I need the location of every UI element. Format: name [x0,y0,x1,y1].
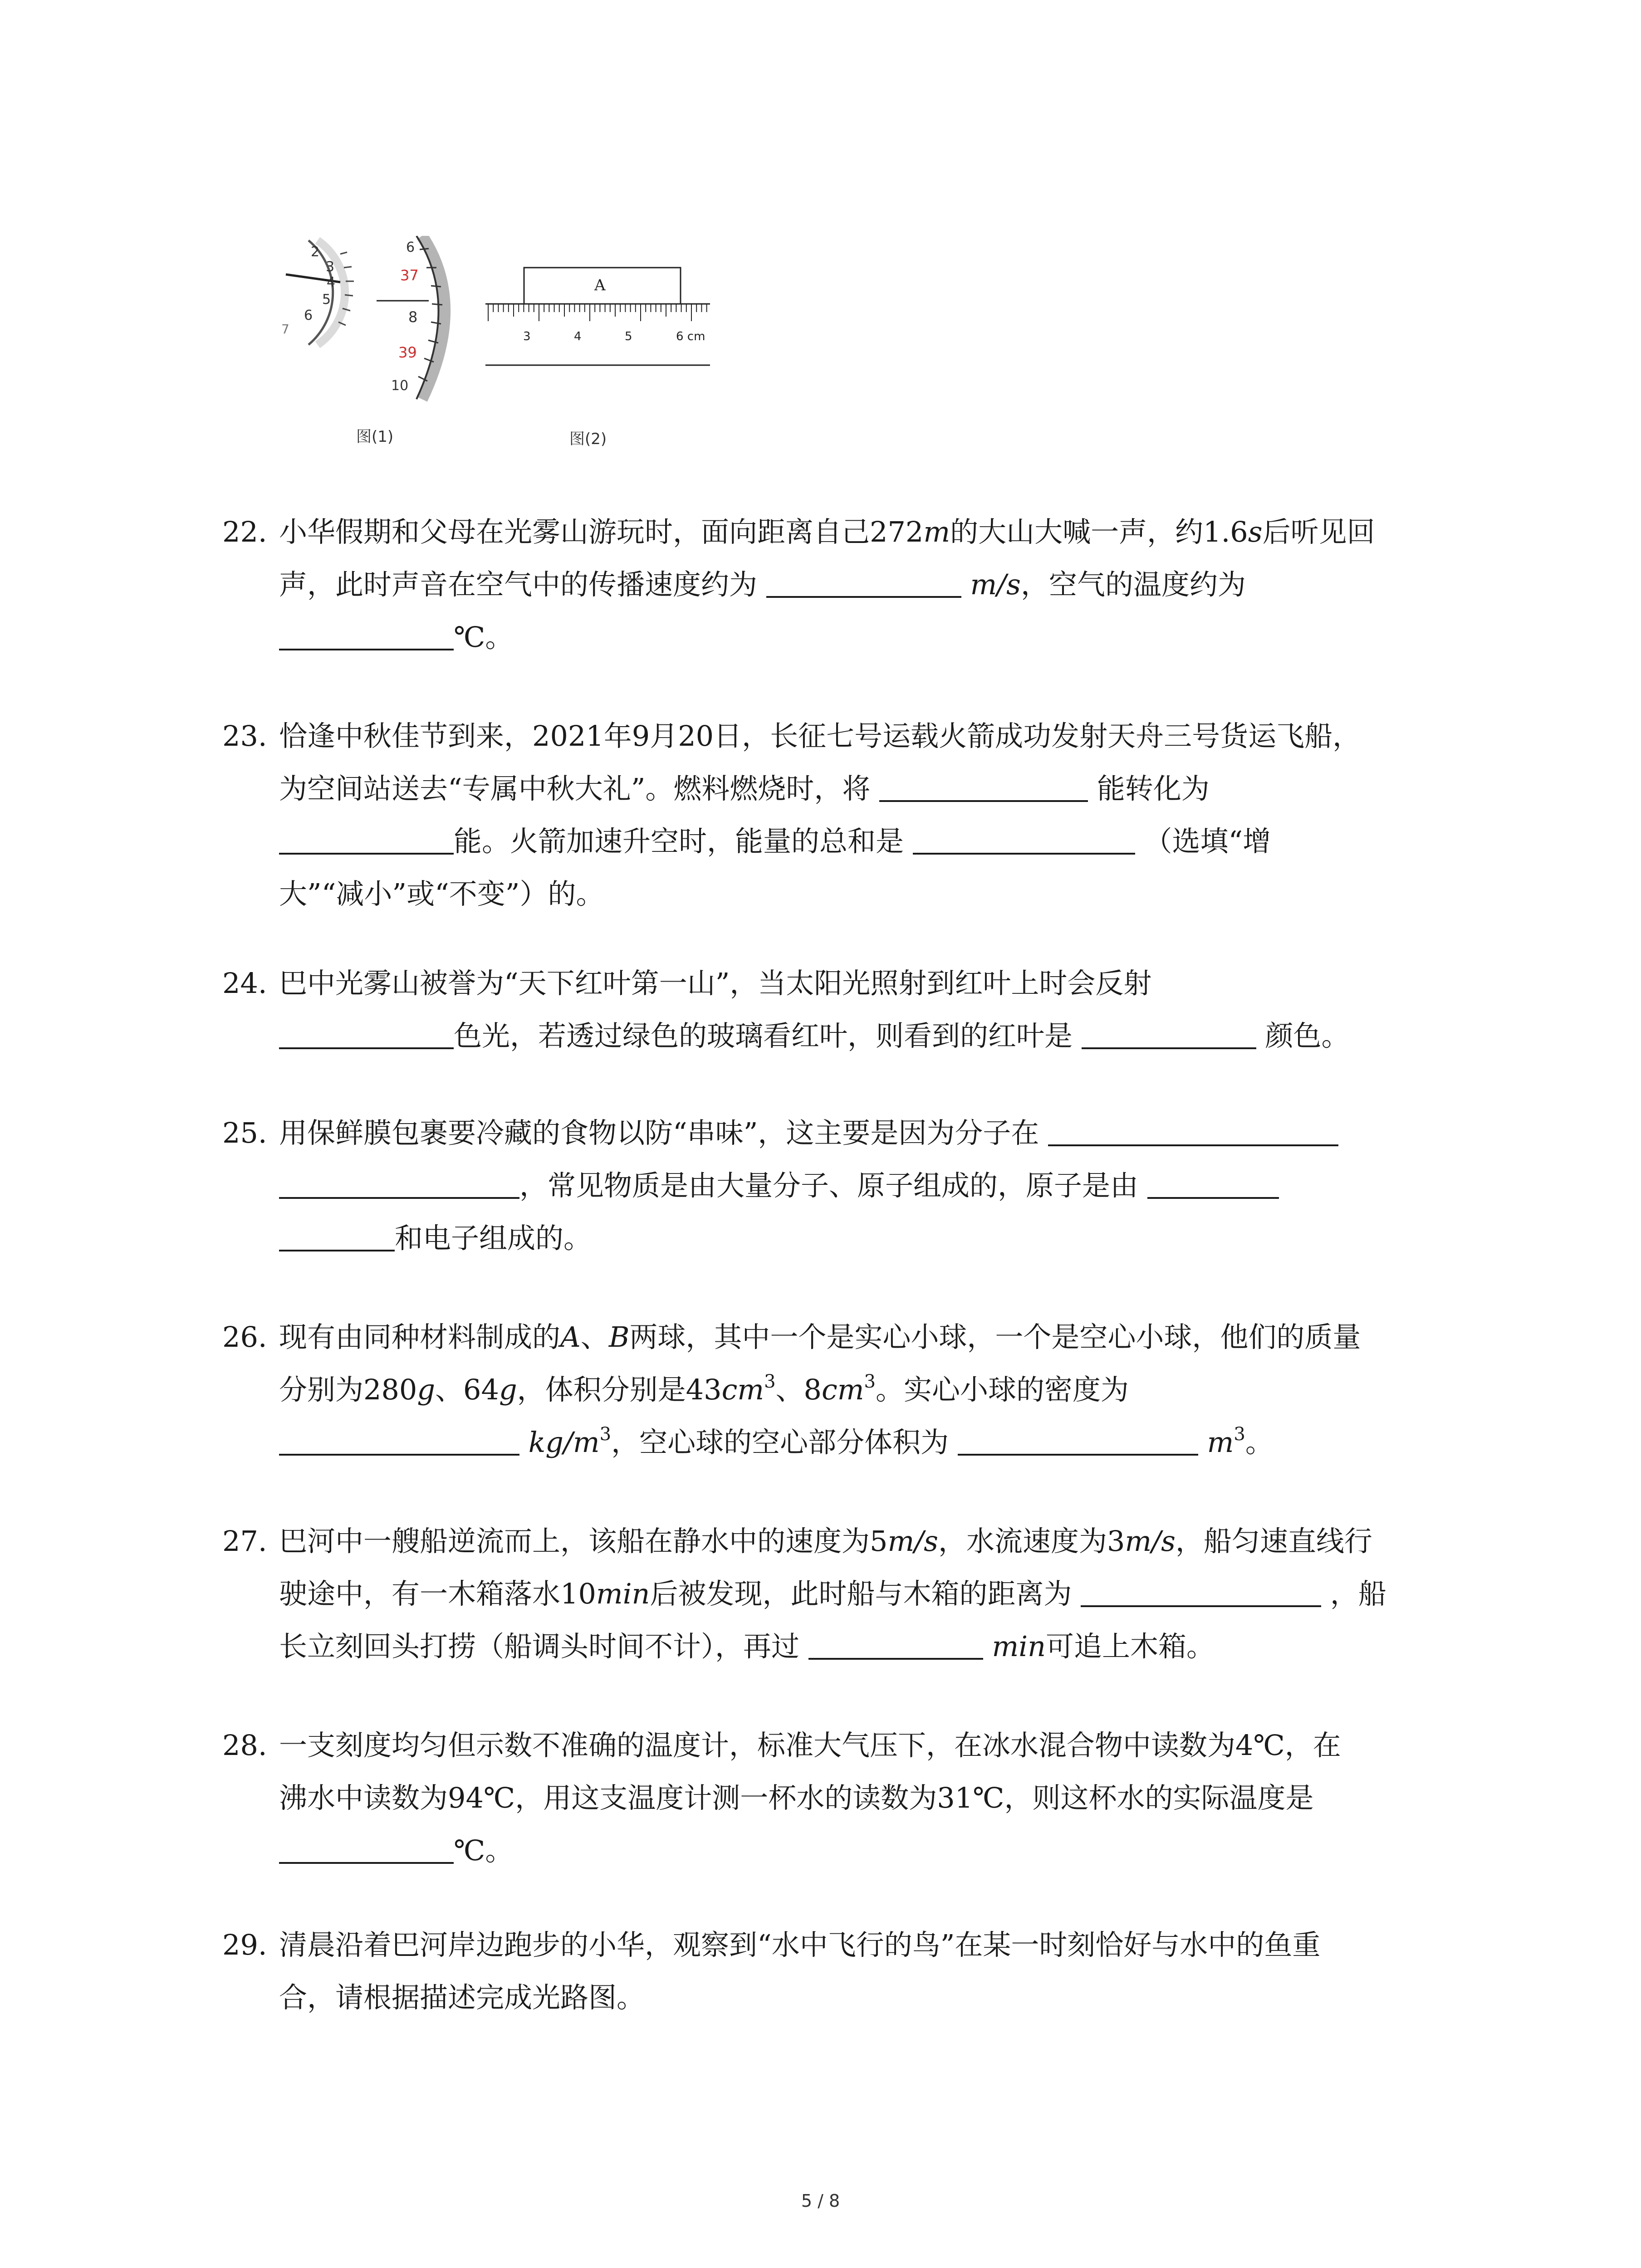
dial-tick-2: 2 [311,244,320,260]
q22-unit-s: s [1248,515,1263,548]
q24-text: 颜色。 [1265,1019,1350,1052]
question-number: 25. [222,1116,267,1149]
q23-text: （选填“增 [1144,825,1271,858]
q26-unit-g: g [417,1373,436,1406]
ruler-label-3: 3 [523,330,531,343]
q27-text: ，船匀速直线行 [1175,1525,1372,1558]
q26-text: 分别为280 [279,1373,417,1406]
dial-tick-5: 5 [322,292,331,308]
dial-gauge [281,240,354,345]
dial-tick-7: 7 [281,322,289,337]
q28-text: 一支刻度均匀但示数不准确的温度计，标准大气压下，在冰水混合物中读数为4℃，在 [279,1729,1341,1762]
q22-text: 后听见回 [1262,515,1375,548]
answer-blank[interactable] [913,821,1135,855]
answer-blank[interactable] [1082,1016,1256,1049]
question-27 [222,1515,1456,1673]
figure-1-caption: 图(1) [356,428,394,446]
q25-text: 和电子组成的。 [395,1222,592,1255]
q26-ball-b: B [608,1320,630,1354]
answer-blank[interactable] [1048,1113,1338,1146]
q26-text: 现有由同种材料制成的 [279,1320,561,1354]
q26-unit-g: g [499,1373,517,1406]
answer-blank[interactable] [279,821,454,855]
answer-blank[interactable] [1081,1574,1321,1607]
scale-label-39: 39 [398,344,417,361]
q22-text: 的大山大喊一声，约1.6 [950,515,1248,548]
q26-text: ，体积分别是43 [517,1373,722,1406]
q26-ball-a: A [560,1320,581,1354]
figure-2-caption: 图(2) [569,430,607,448]
q26-text: 、8 [775,1373,822,1406]
question-number: 22. [222,515,267,548]
ruler-label-4: 4 [574,330,582,343]
q28-text: 沸水中读数为94℃，用这支温度计测一杯水的读数为31℃，则这杯水的实际温度是 [279,1781,1314,1814]
q22-text: 声，此时声音在空气中的传播速度约为 [279,568,758,601]
q27-text: 后被发现，此时船与木箱的距离为 [650,1577,1072,1610]
q23-text: 为空间站送去“专属中秋大礼”。燃料燃烧时，将 [279,772,871,805]
question-24 [222,957,1456,1062]
question-number: 26. [222,1320,267,1354]
answer-blank[interactable] [766,564,961,598]
q22-unit: m/s [970,568,1021,601]
q26-superscript: 3 [599,1424,612,1445]
q27-unit: min [596,1577,650,1610]
answer-blank[interactable] [279,1165,519,1199]
q27-text: 可追上木箱。 [1046,1630,1215,1663]
q25-text: 用保鲜膜包裹要冷藏的食物以防“串味”，这主要是因为分子在 [279,1116,1039,1149]
q27-text: 巴河中一艘船逆流而上，该船在静水中的速度为5 [279,1525,888,1558]
q24-text: 巴中光雾山被誉为“天下红叶第一山”，当太阳光照射到红叶上时会反射 [279,967,1152,1000]
scale-label-10: 10 [391,378,409,394]
q22-text: 小华假期和父母在光雾山游玩时，面向距离自己272 [279,515,924,548]
answer-blank[interactable] [279,1016,454,1049]
q23-text: 大”“减小”或“不变”）的。 [279,877,604,910]
answer-blank[interactable] [958,1422,1198,1456]
ruler-label-6cm: 6 cm [676,330,705,343]
answer-blank[interactable] [808,1626,983,1660]
q27-text: ，船 [1330,1577,1386,1610]
question-number: 29. [222,1928,267,1961]
q25-text: ，常见物质是由大量分子、原子组成的，原子是由 [519,1169,1139,1202]
q26-unit-cm: cm [721,1373,764,1406]
q26-unit-cm: cm [821,1373,864,1406]
q22-text: ，空气的温度约为 [1020,568,1246,601]
answer-blank[interactable] [879,768,1088,802]
question-28 [222,1719,1456,1877]
q27-unit: m/s [1125,1525,1176,1558]
q27-text: 长立刻回头打捞（船调头时间不计），再过 [279,1630,800,1663]
q26-superscript: 3 [764,1371,776,1392]
question-number: 24. [222,967,267,1000]
dial-tick-6: 6 [304,308,313,323]
answer-blank[interactable] [279,1830,454,1864]
q26-unit-density: kg/m [528,1426,600,1459]
scale-label-top: 6 [406,240,415,255]
q26-text: ，空心球的空心部分体积为 [611,1426,949,1459]
scale-label-37: 37 [400,267,419,284]
question-number: 23. [222,719,267,753]
q26-text: 、 [580,1320,609,1354]
question-number: 28. [222,1729,267,1762]
q26-superscript: 3 [864,1371,876,1392]
q29-text: 清晨沿着巴河岸边跑步的小华，观察到“水中飞行的鸟”在某一时刻恰好与水中的鱼重 [279,1928,1321,1961]
question-22 [222,506,1456,664]
answer-blank[interactable] [279,1422,519,1456]
page-number: 5 / 8 [801,2191,840,2211]
answer-blank[interactable] [279,617,454,650]
question-26 [222,1311,1456,1469]
question-23 [222,710,1456,920]
answer-blank[interactable] [1147,1165,1279,1199]
q26-text: 。 [1245,1426,1274,1459]
q28-text: ℃。 [454,1834,514,1867]
question-29 [222,1919,1456,2024]
q26-text: 、64 [435,1373,499,1406]
q23-text: 恰逢中秋佳节到来，2021年9月20日，长征七号运载火箭成功发射天舟三号货运飞船， [279,719,1361,753]
q26-text: 两球，其中一个是实心小球，一个是空心小球，他们的质量 [629,1320,1361,1354]
dial-tick-4: 4 [327,274,336,290]
q26-text: 。实心小球的密度为 [875,1373,1129,1406]
q26-superscript: 3 [1234,1424,1245,1445]
dial-tick-3: 3 [326,259,335,275]
ruler-figure [485,268,710,365]
q27-unit: m/s [887,1525,938,1558]
q27-unit: min [992,1630,1046,1663]
figures-svg [272,236,771,454]
q23-text: 能转化为 [1097,772,1210,805]
q29-text: 合，请根据描述完成光路图。 [279,1981,645,2014]
q26-unit-volume: m [1207,1426,1234,1459]
question-number: 27. [222,1525,267,1558]
q27-text: ，水流速度为3 [938,1525,1125,1558]
figure-area [272,236,771,454]
block-label: A [594,276,606,294]
q27-text: 驶途中，有一木箱落水10 [279,1577,596,1610]
q24-text: 色光，若透过绿色的玻璃看红叶，则看到的红叶是 [454,1019,1073,1052]
curved-scale [377,236,445,399]
question-25 [222,1107,1456,1265]
q23-text: 能。火箭加速升空时，能量的总和是 [454,825,904,858]
q22-text: ℃。 [454,621,514,654]
answer-blank[interactable] [279,1218,395,1251]
q22-unit-m: m [923,515,950,548]
ruler-label-5: 5 [625,330,632,343]
scale-label-8: 8 [408,308,418,326]
